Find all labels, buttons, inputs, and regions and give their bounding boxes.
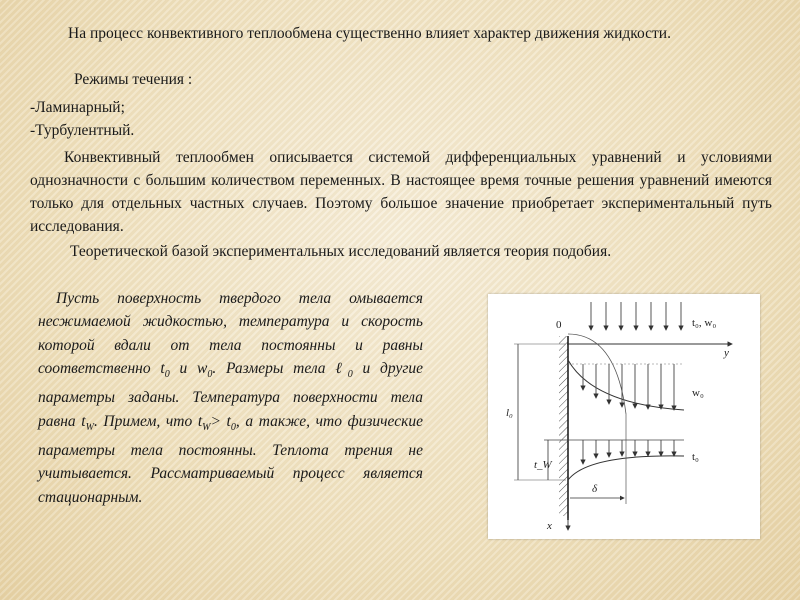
velocity-profile-arrows — [583, 364, 674, 410]
label-x-axis: x — [547, 520, 552, 532]
label-tw: t_W — [534, 459, 552, 471]
intro-paragraph: На процесс конвективного теплообмена существенно влияет характер движения жидкости. — [68, 25, 671, 42]
regime-laminar: -Ламинарный; — [30, 99, 125, 116]
label-t0w0: t₀, w₀ — [692, 317, 717, 329]
velocity-profile-curve — [568, 360, 684, 410]
similarity-paragraph: Теоретической базой экспериментальных исследований является теория подобия. — [70, 243, 612, 260]
label-l0: l₀ — [506, 407, 513, 419]
temperature-profile-arrows — [583, 440, 674, 464]
equations-paragraph: Конвективный теплообмен описывается системой дифференциальных уравнений и условиями однозначности с большим количеством переменных. В настоящее время точные решения уравнений имеются только для отдельных частных случаев. Поэтому большое значение приобретает экспериментальный путь исследования. — [30, 149, 772, 235]
assumptions-paragraph: Пусть поверхность твердого тела омывается несжимаемой жидкостью, температура и скорость которой вдали от тела постоянны и равны соответственно $t_0$ и $w_0$. Размеры тела ℓ$_0$ и другие параметры заданы. Температура поверхности тела равна $t_W$. Примем, что $t_W> t_0$, а также, что физические параметры тела постоянны. Теплота трения не учитывается. Рассматриваемый процесс является стационарным. — [38, 290, 423, 506]
label-origin: 0 — [556, 319, 562, 331]
regime-turbulent: -Турбулентный. — [30, 122, 135, 139]
label-t0: t₀ — [692, 451, 699, 463]
wall-hatch — [559, 336, 568, 516]
free-stream-arrows — [591, 302, 681, 330]
boundary-layer-figure — [488, 294, 760, 539]
label-y-axis: y — [724, 347, 729, 359]
boundary-layer-diagram — [488, 294, 760, 539]
boundary-layer-edge — [568, 334, 626, 414]
label-delta: δ — [592, 483, 598, 495]
regimes-title: Режимы течения : — [74, 71, 193, 88]
label-w0: w₀ — [692, 387, 704, 399]
